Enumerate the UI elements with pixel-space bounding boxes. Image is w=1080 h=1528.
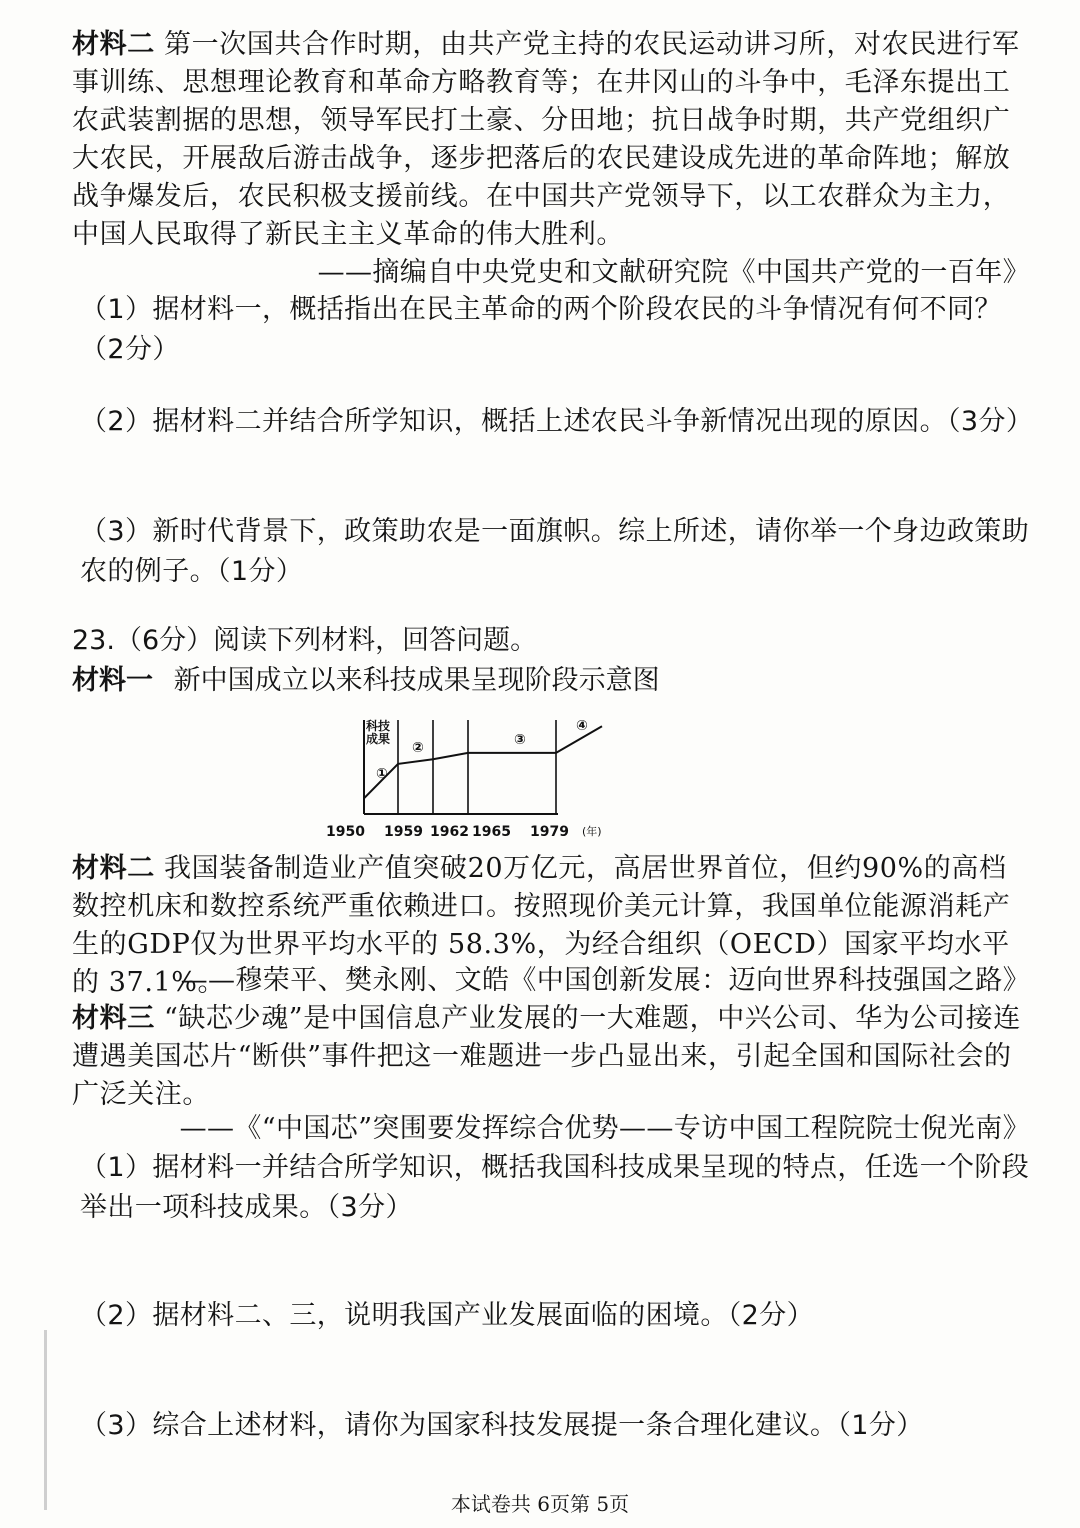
scan-margin-line [44, 1330, 47, 1510]
material-label: 材料三 [72, 1003, 155, 1034]
material-text: 第一次国共合作时期，由共产党主持的农民运动讲习所，对农民进行军事训练、思想理论教育和革命方略教育等；在井冈山的斗争中，毛泽东提出工农武装割据的思想，领导军民打土豪、分田地；抗日战争时期，共产党组织广大农民，开展敌后游击战争，逐步把落后的农民建设成先进的革命阵地；解放战争爆发后，农民积极支援前线。在中国共产党领导下，以工农群众为主力，中国人民取得了新民主主义革命的伟大胜利。 [72, 29, 1020, 250]
q23-material-1 [72, 662, 660, 700]
x-axis-label: (年) [582, 825, 602, 838]
x-tick-label: 1950 [326, 824, 365, 840]
material-text: 我国装备制造业产值突破20万亿元，高居世界首位，但约90%的高档数控机床和数控系统严重依赖进口。按照现价美元计算，我国单位能源消耗产生的GDP仅为世界平均水平的 58.3%，为经合组织（OECD）国家平均水平的 37.1%。 [72, 853, 1011, 998]
q23-material-3 [72, 1000, 1034, 1114]
q22-sub-2: （2）据材料二并结合所学知识，概括上述农民斗争新情况出现的原因。（3分） [80, 406, 1034, 437]
q22-sub-3: （3）新时代背景下，政策助农是一面旗帜。综上所述，请你举一个身边政策助农的例子。（1分） [80, 516, 1030, 587]
stage-label: ③ [514, 732, 526, 748]
stage-label: ② [412, 740, 424, 756]
chart-stage-dividers [398, 720, 556, 814]
q22-sub-1: （1）据材料一，概括指出在民主革命的两个阶段农民的斗争情况有何不同？（2分） [80, 294, 1002, 365]
material-label: 材料一 [72, 665, 153, 696]
material-source: ——穆荣平、樊永刚、文皓《中国创新发展：迈向世界科技强国之路》 [180, 965, 1030, 996]
chart-axes [364, 718, 558, 814]
series-line [364, 726, 602, 798]
material-title: 新中国成立以来科技成果呈现阶段示意图 [173, 665, 660, 696]
stage-label: ④ [576, 718, 588, 734]
material-source: ——摘编自中央党史和文献研究院《中国共产党的一百年》 [317, 257, 1030, 288]
material-source: ——《“中国芯”突围要发挥综合优势——专访中国工程院院士倪光南》 [179, 1113, 1030, 1144]
x-tick-label: 1965 [472, 824, 511, 840]
y-axis-label: 科技成果 [366, 719, 391, 746]
page-footer: 本试卷共 6页第 5页 [450, 1492, 630, 1516]
material-label: 材料二 [72, 29, 155, 60]
q23-sub-1: （1）据材料一并结合所学知识，概括我国科技成果呈现的特点，任选一个阶段举出一项科技成果。（3分） [80, 1152, 1030, 1223]
stage-label: ① [376, 766, 388, 782]
material-text: “缺芯少魂”是中国信息产业发展的一大难题，中兴公司、华为公司接连遭遇美国芯片“断供”事件把这一难题进一步凸显出来，引起全国和国际社会的广泛关注。 [72, 1003, 1021, 1110]
q23-sub-3: （3）综合上述材料，请你为国家科技发展提一条合理化建议。（1分） [80, 1410, 924, 1441]
chart-series [364, 726, 602, 798]
tech-achievement-chart [318, 714, 618, 844]
x-tick-label: 1962 [430, 824, 469, 840]
material-2-top [72, 26, 1034, 254]
x-tick-label: 1959 [384, 824, 423, 840]
q23-sub-2: （2）据材料二、三，说明我国产业发展面临的困境。（2分） [80, 1300, 815, 1331]
q23-heading: 23.（6分）阅读下列材料，回答问题。 [72, 625, 538, 656]
x-tick-label: 1979 [530, 824, 569, 840]
material-label: 材料二 [72, 853, 155, 884]
